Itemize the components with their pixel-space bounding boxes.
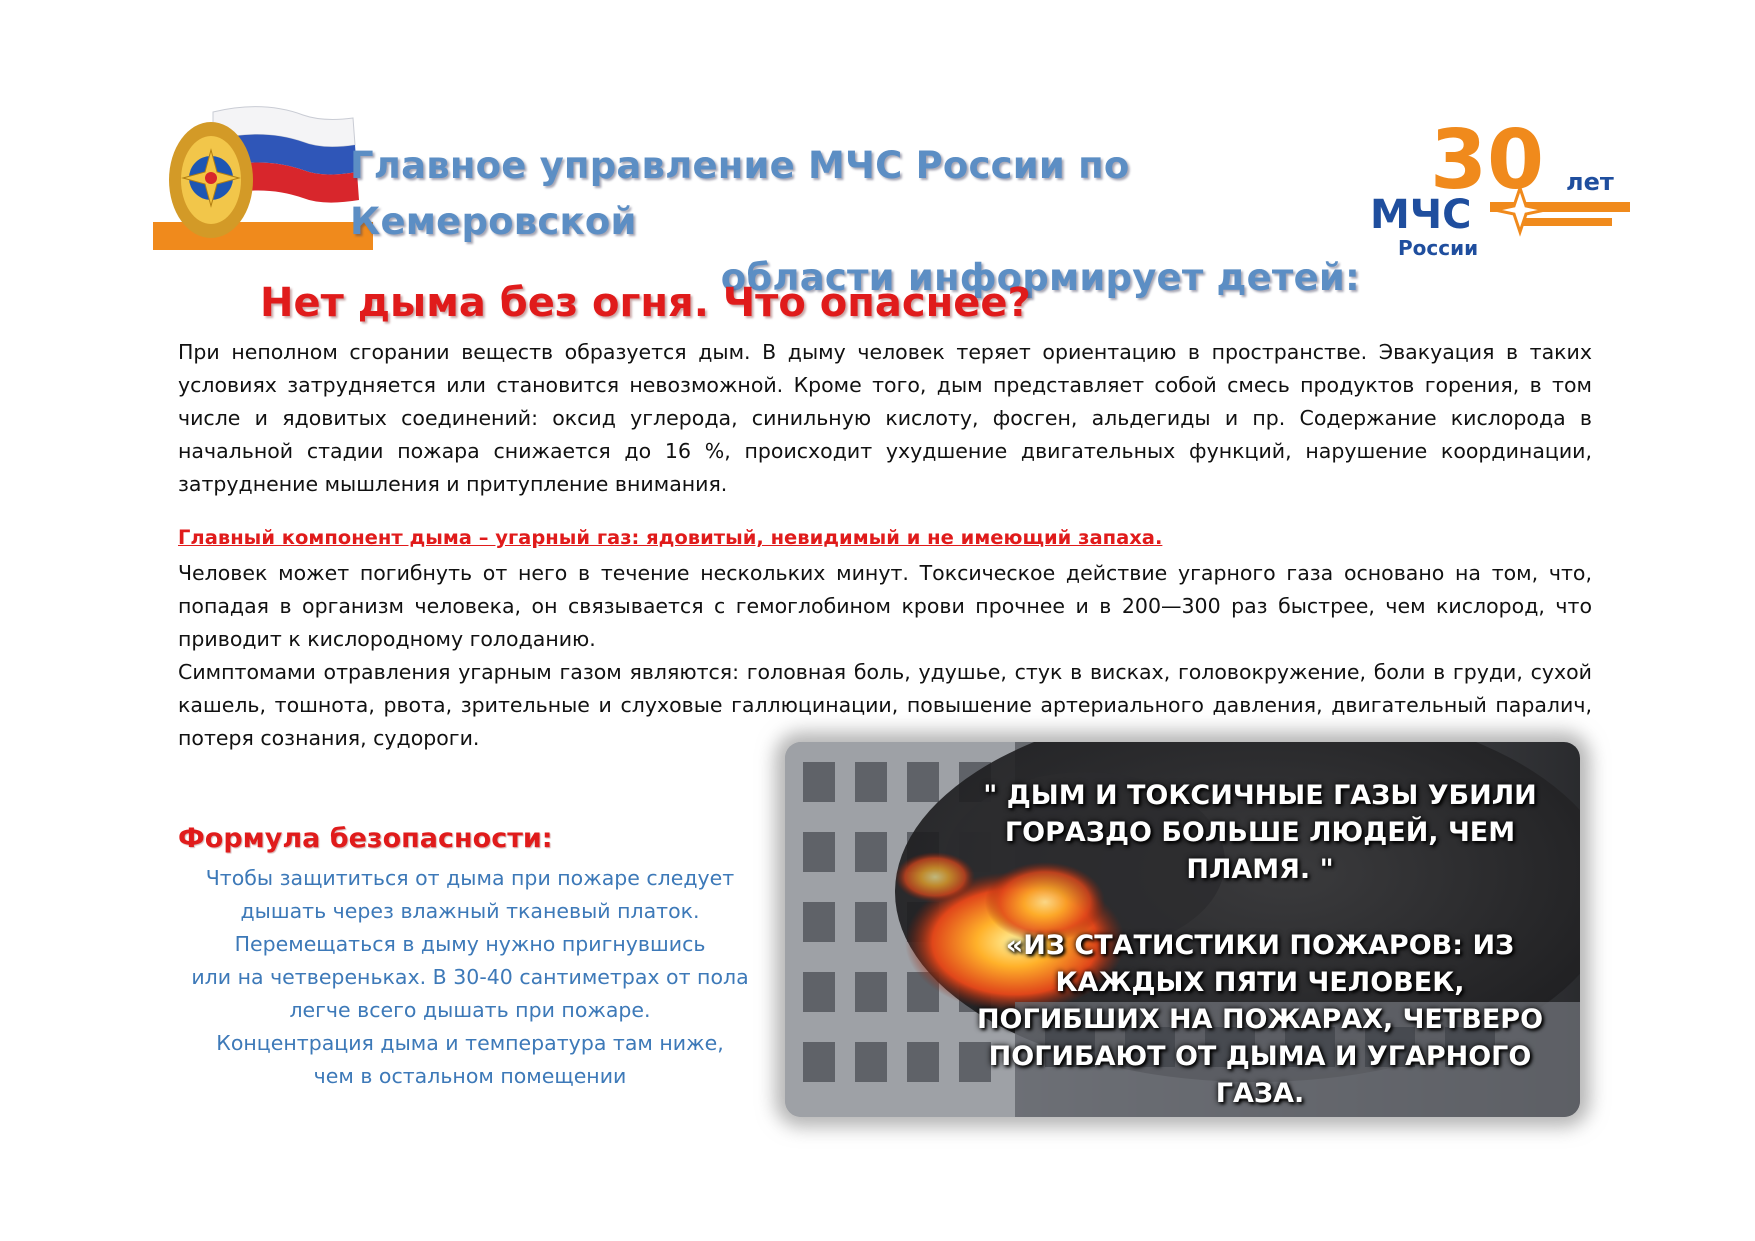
- logo-suffix: лет: [1566, 168, 1614, 196]
- formula-title: Формула безопасности:: [178, 823, 553, 854]
- formula-line: дышать через влажный тканевый платок.: [240, 899, 700, 923]
- formula-line: чем в остальном помещении: [313, 1064, 627, 1088]
- header-title-line1: Главное управление МЧС России по Кемеровской: [350, 144, 1130, 243]
- mchs-logo-icon: [1370, 118, 1630, 268]
- emblem-flag-icon: [153, 100, 373, 255]
- paragraph-toxic-effect: Человек может погибнуть от него в течение нескольких минут. Токсическое действие угарного газа основано на том, что, попадая в организм человека, он связывается с гемоглобином крови прочнее и в 200—300 раз быстрее, чем кислород, что приводит к кислородному голоданию.: [178, 561, 1592, 651]
- subheading-carbon-monoxide: Главный компонент дыма – угарный газ: ядовитый, невидимый и не имеющий запаха.: [178, 526, 1163, 549]
- formula-line: Концентрация дыма и температура там ниже,: [216, 1031, 724, 1055]
- formula-line: или на четвереньках. В 30-40 сантиметрах от пола: [191, 965, 749, 989]
- logo-brand: МЧС: [1370, 192, 1472, 238]
- header-title-line2: области информирует детей:: [720, 256, 1360, 299]
- page-title: Нет дыма без огня. Что опаснее?: [260, 280, 1031, 326]
- paragraph-smoke: При неполном сгорании веществ образуется дым. В дыму человек теряет ориентацию в пространстве. Эвакуация в таких условиях затрудняется или становится невозможной. Кроме того, дым представляет собой смесь продуктов горения, в том числе и ядовитых соединений: оксид углерода, синильную кислоту, фосген, альдегиды и пр. Содержание кислорода в начальной стадии пожара снижается до 16 %, происходит ухудшение двигательных функций, нарушение координации, затруднение мышления и притупление внимания.: [178, 340, 1592, 496]
- mchs-emblem-flag: [153, 100, 373, 255]
- formula-line: Чтобы защититься от дыма при пожаре следует: [205, 866, 735, 890]
- paragraph-symptoms: Симптомами отравления угарным газом являются: головная боль, удушье, стук в висках, головокружение, боли в груди, сухой кашель, тошнота, рвота, зрительные и слуховые галлюцинации, повышение артериального давления, двигательный паралич, потеря сознания, судороги.: [178, 660, 1592, 750]
- mchs-30-years-logo: [1370, 118, 1630, 268]
- logo-number: 30: [1430, 118, 1545, 208]
- quote-fire-statistics: «ИЗ СТАТИСТИКИ ПОЖАРОВ: ИЗ КАЖДЫХ ПЯТИ ЧЕЛОВЕК, ПОГИБШИХ НА ПОЖАРАХ, ЧЕТВЕРО ПОГИБАЮТ ОТ ДЫМА И УГАРНОГО ГАЗА.: [976, 930, 1544, 1109]
- formula-text: [170, 862, 770, 1093]
- quote-smoke-kills: " ДЫМ И ТОКСИЧНЫЕ ГАЗЫ УБИЛИ ГОРАЗДО БОЛЬШЕ ЛЮДЕЙ, ЧЕМ ПЛАМЯ. ": [983, 780, 1537, 885]
- formula-line: Перемещаться в дыму нужно пригнувшись: [234, 932, 706, 956]
- formula-line: легче всего дышать при пожаре.: [289, 998, 651, 1022]
- logo-sub: России: [1398, 236, 1479, 260]
